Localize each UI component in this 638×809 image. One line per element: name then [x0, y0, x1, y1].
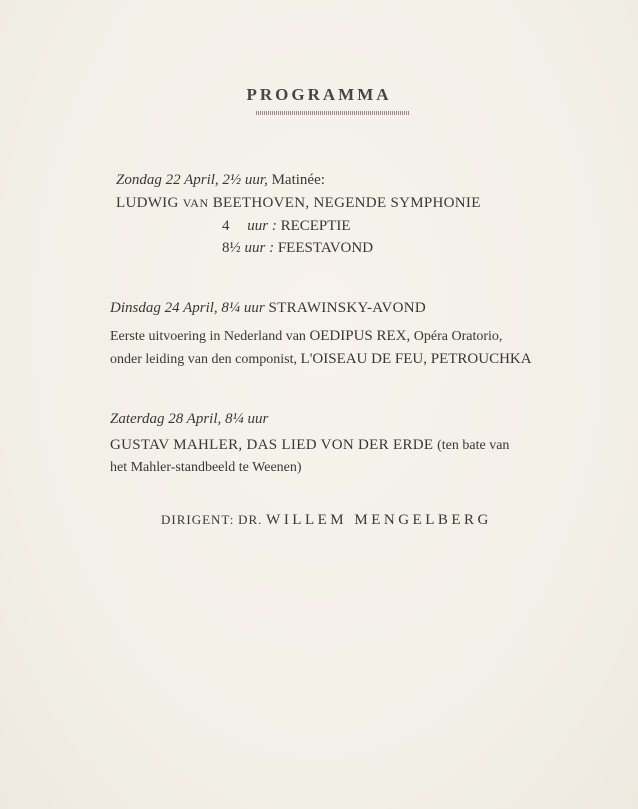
dinsdag-date: Dinsdag 24 April, 8¼ uur	[110, 300, 265, 316]
zondag-beethoven-line	[116, 195, 481, 212]
dinsdag-line1-a: Eerste uitvoering in Nederland van	[110, 329, 306, 344]
dinsdag-line2-a: onder leiding van den componist,	[110, 352, 298, 367]
dinsdag-line1-b: OEDIPUS REX,	[309, 328, 411, 344]
zaterdag-line1-b: (ten bate van	[437, 438, 510, 453]
zaterdag-line-2: het Mahler-standbeeld te Weenen)	[110, 460, 302, 475]
zondag-date: Zondag 22 April, 2½ uur,	[116, 172, 268, 188]
zaterdag-line-1	[110, 437, 509, 454]
beethoven-rest: BEETHOVEN, NEGENDE SYMPHONIE	[212, 195, 481, 211]
page-title: PROGRAMMA	[246, 85, 392, 104]
feest-label: FEESTAVOND	[277, 240, 374, 256]
beethoven-van: VAN	[182, 196, 209, 210]
dinsdag-line-2	[110, 351, 532, 368]
beethoven-first: LUDWIG	[116, 195, 179, 211]
dinsdag-title: STRAWINSKY-AVOND	[268, 300, 426, 316]
receptie-time: 4	[222, 218, 230, 234]
zaterdag-line1-a: GUSTAV MAHLER, DAS LIED VON DER ERDE	[110, 437, 434, 453]
dirigent-name: WILLEM MENGELBERG	[266, 512, 492, 528]
receptie-uur: uur :	[247, 218, 277, 234]
zondag-date-line	[116, 172, 325, 189]
dirigent-dr: DR.	[238, 512, 263, 527]
zaterdag-date: Zaterdag 28 April, 8¼ uur	[110, 411, 269, 427]
title-underline-rule	[256, 111, 410, 115]
feestavond-line	[222, 240, 373, 257]
dinsdag-line-1	[110, 328, 502, 345]
dirigent-label: DIRIGENT:	[161, 512, 235, 527]
feest-time: 8½	[222, 240, 241, 256]
zondag-matinee: Matinée:	[271, 172, 325, 188]
receptie-label: RECEPTIE	[280, 218, 351, 234]
receptie-line	[222, 218, 351, 235]
dinsdag-line1-c: Opéra Oratorio,	[413, 329, 503, 344]
dirigent-line	[161, 512, 492, 529]
dinsdag-date-line	[110, 300, 426, 317]
dinsdag-line2-b: L'OISEAU DE FEU, PETROUCHKA	[300, 351, 532, 367]
feest-uur: uur :	[244, 240, 275, 256]
